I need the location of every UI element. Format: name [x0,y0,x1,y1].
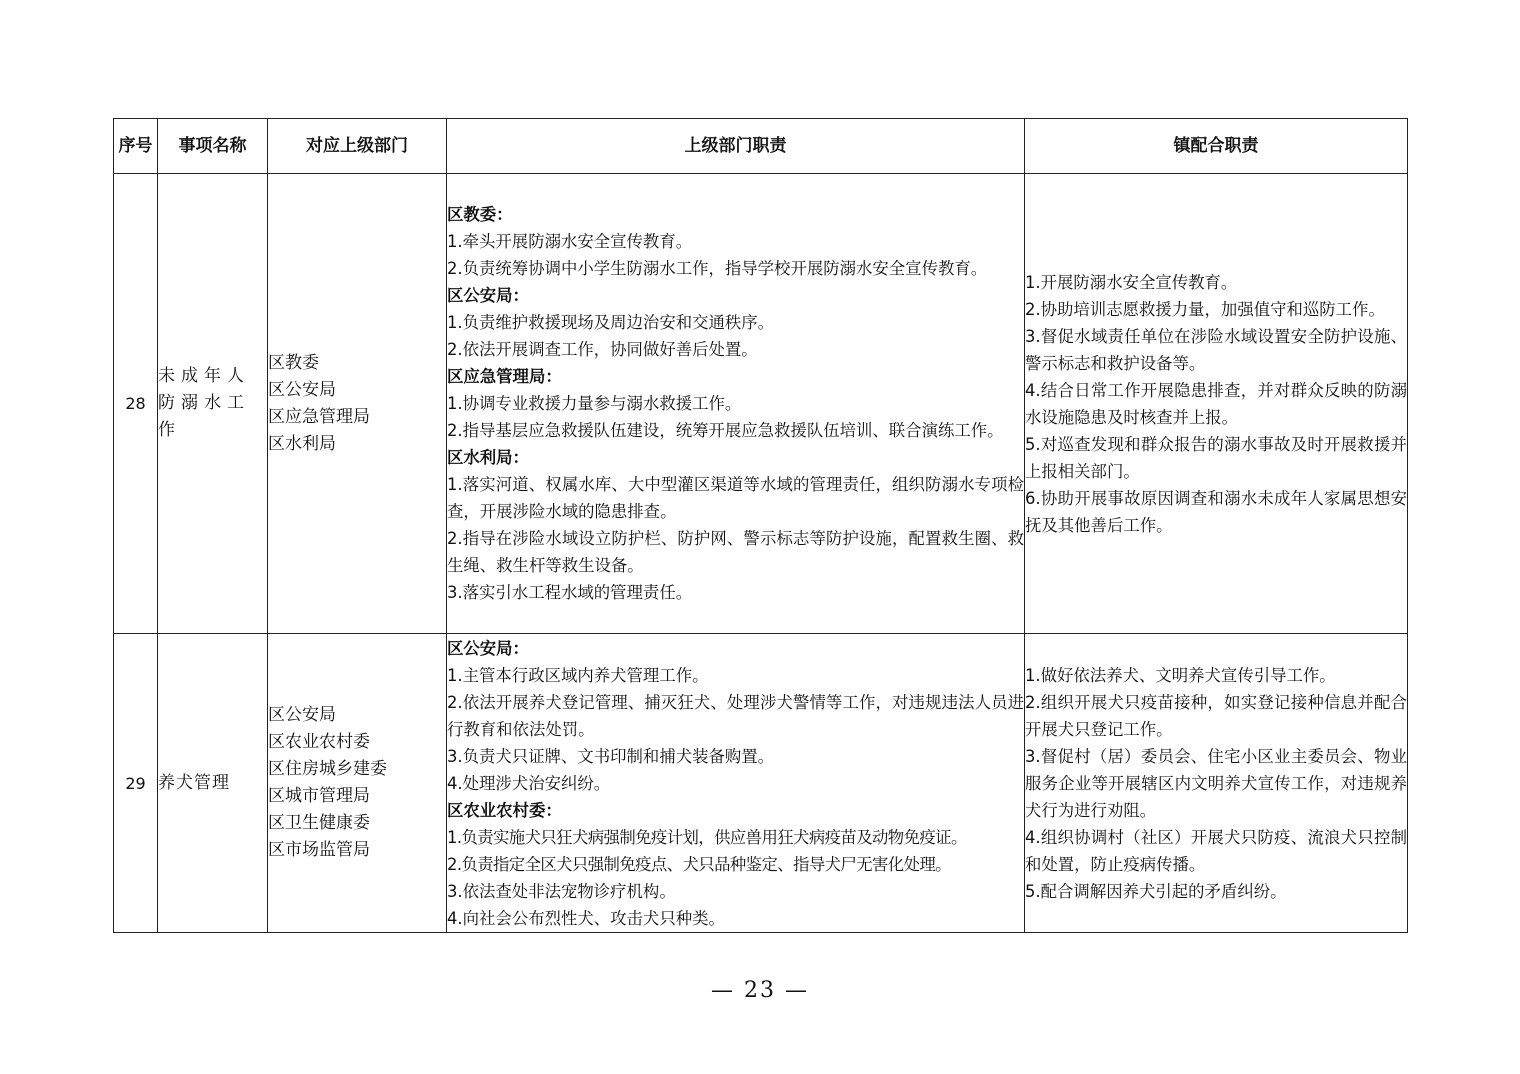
town-duty-item: 3.督促村（居）委员会、住宅小区业主委员会、物业服务企业等开展辖区内文明养犬宣传工作，对违规养犬行为进行劝阻。 [1025,746,1407,820]
duty-item: 1.落实河道、权属水库、大中型灌区渠道等水域的管理责任，组织防溺水专项检查，开展涉险水域的隐患排查。 [447,475,1024,521]
row-name: 未成年人防溺水工作 [158,174,268,634]
dept-item: 区公安局 [268,379,336,400]
row-seq: 28 [114,174,158,634]
row-name: 养犬管理 [158,634,268,933]
duty-item: 3.落实引水工程水域的管理责任。 [447,583,693,602]
header-seq: 序号 [114,119,158,174]
dept-item: 区城市管理局 [268,786,370,806]
town-duty-item: 3.督促水域责任单位在涉险水域设置安全防护设施、警示标志和救护设备等。 [1025,326,1407,373]
duty-item: 2.指导在涉险水域设立防护栏、防护网、警示标志等防护设施，配置救生圈、救生绳、救生杆等救生设备。 [447,529,1024,575]
row-town-duties [1025,174,1408,634]
table-row [114,174,1408,634]
duty-item: 2.指导基层应急救援队伍建设，统筹开展应急救援队伍培训、联合演练工作。 [447,421,1004,440]
duty-group-title: 区公安局： [447,286,529,305]
duty-item: 3.依法查处非法宠物诊疗机构。 [447,881,676,901]
row-town-duties [1025,634,1408,933]
duty-item: 1.牵头开展防溺水安全宣传教育。 [447,232,693,251]
duty-item: 1.协调专业救援力量参与溺水救援工作。 [447,394,742,413]
header-name: 事项名称 [158,119,268,174]
header-superior-duty: 上级部门职责 [447,119,1025,174]
town-duty-item: 5.对巡查发现和群众报告的溺水事故及时开展救援并上报相关部门。 [1025,434,1407,481]
town-duty-item: 2.协助培训志愿救援力量，加强值守和巡防工作。 [1025,299,1385,319]
page-number: — 23 — [711,978,809,1003]
town-duty-item: 1.开展防溺水安全宣传教育。 [1025,272,1238,292]
row-superior-duties [447,634,1025,933]
duty-item: 1.负责维护救援现场及周边治安和交通秩序。 [447,313,775,332]
dept-item: 区教委 [268,352,319,373]
town-duty-item: 1.做好依法养犬、文明养犬宣传引导工作。 [1025,665,1336,685]
header-dept: 对应上级部门 [268,119,447,174]
duty-group-title: 区公安局： [447,638,529,658]
dept-item: 区水利局 [268,433,336,454]
dept-item: 区农业农村委 [268,732,370,752]
duty-table [113,118,1408,933]
duty-item: 3.负责犬只证牌、文书印制和捕犬装备购置。 [447,746,775,766]
town-duty-item: 5.配合调解因养犬引起的矛盾纠纷。 [1025,881,1287,901]
duty-item: 1.主管本行政区域内养犬管理工作。 [447,665,709,685]
header-row [114,119,1408,174]
duty-group-title: 区农业农村委： [447,800,562,820]
duty-item: 2.负责指定全区犬只强制免疫点、犬只品种鉴定、指导犬尸无害化处理。 [447,854,951,874]
dept-item: 区市场监管局 [268,840,370,860]
row-seq: 29 [114,634,158,933]
duty-item: 2.依法开展养犬登记管理、捕灭狂犬、处理涉犬警情等工作，对违规违法人员进行教育和依法处罚。 [447,692,1024,739]
duty-group-title: 区教委： [447,205,513,224]
duty-item: 1.负责实施犬只狂犬病强制免疫计划，供应兽用狂犬病疫苗及动物免疫证。 [447,827,967,847]
row-depts [268,174,447,634]
dept-item: 区住房城乡建委 [268,759,387,779]
duty-item: 2.依法开展调查工作，协同做好善后处置。 [447,340,758,359]
town-duty-item: 2.组织开展犬只疫苗接种，如实登记接种信息并配合开展犬只登记工作。 [1025,692,1407,739]
header-town-duty: 镇配合职责 [1025,119,1408,174]
town-duty-item: 4.结合日常工作开展隐患排查，并对群众反映的防溺水设施隐患及时核查并上报。 [1025,380,1407,427]
row-superior-duties [447,174,1025,634]
duty-group-title: 区应急管理局： [447,367,562,386]
town-duty-item: 4.组织协调村（社区）开展犬只防疫、流浪犬只控制和处置，防止疫病传播。 [1025,827,1407,874]
town-duty-item: 6.协助开展事故原因调查和溺水未成年人家属思想安抚及其他善后工作。 [1025,488,1407,535]
duty-item: 4.向社会公布烈性犬、攻击犬只种类。 [447,908,725,928]
duty-item: 4.处理涉犬治安纠纷。 [447,773,611,793]
duty-item: 2.负责统筹协调中小学生防溺水工作，指导学校开展防溺水安全宣传教育。 [447,259,988,278]
dept-item: 区应急管理局 [268,406,370,427]
duty-group-title: 区水利局： [447,448,529,467]
row-depts [268,634,447,933]
table-row [114,634,1408,933]
dept-item: 区公安局 [268,705,336,725]
dept-item: 区卫生健康委 [268,813,370,833]
